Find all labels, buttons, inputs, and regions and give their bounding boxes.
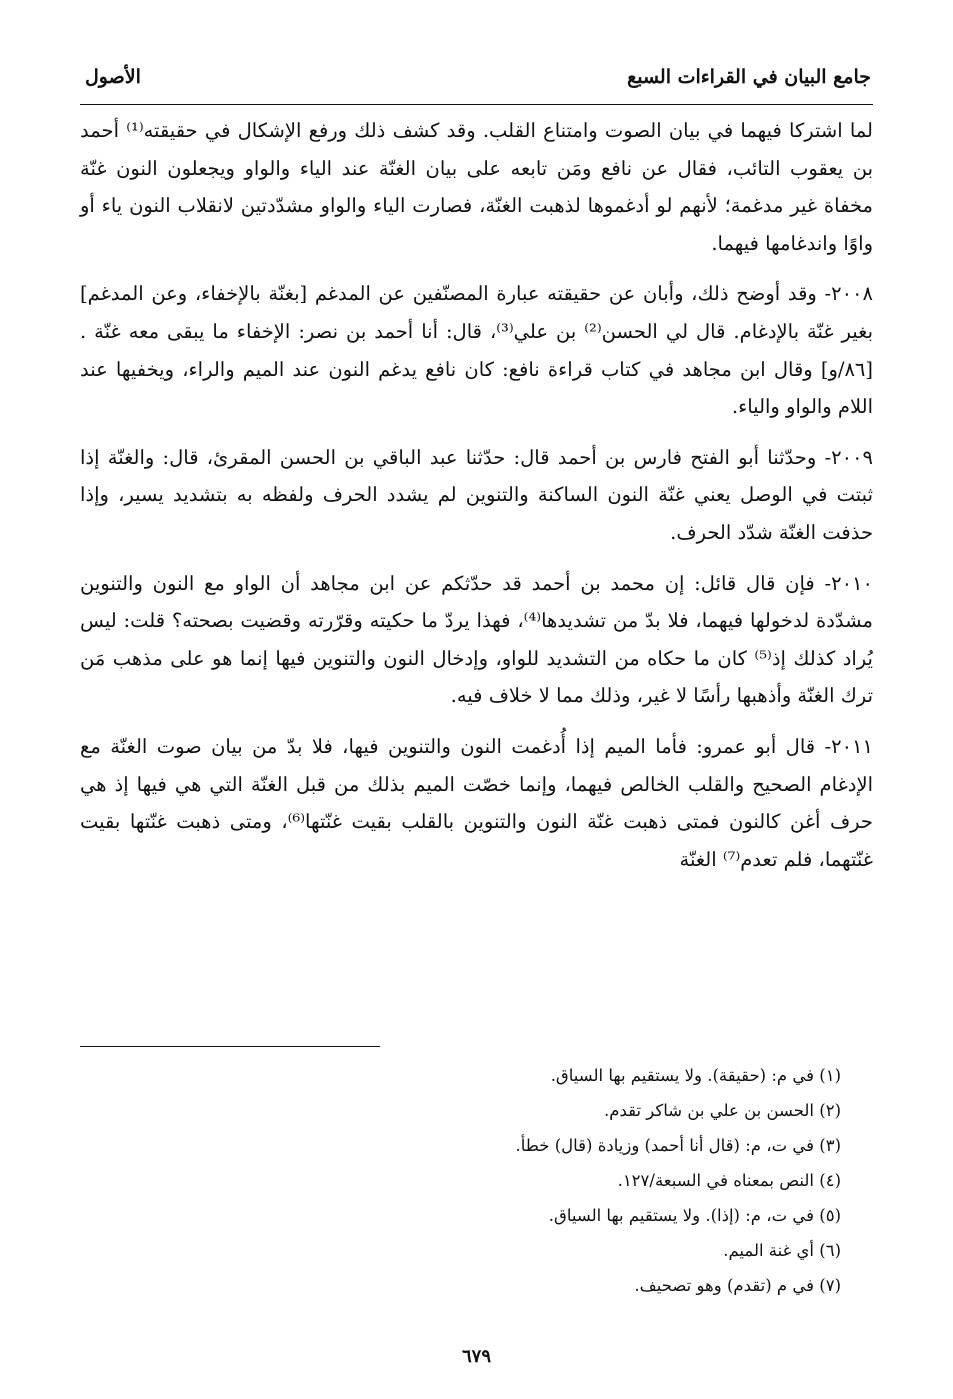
footnote: (٢) الحسن بن علي بن شاكر تقدم. bbox=[604, 1101, 841, 1120]
footnote: (٣) في ت، م: (قال أنا أحمد) وزيادة (قال) خطأ. bbox=[515, 1136, 841, 1155]
footnote-rule bbox=[80, 1046, 380, 1047]
footnote: (٥) في ت، م: (إذا). ولا يستقيم بها السياق. bbox=[548, 1206, 841, 1225]
page-number: ٦٧٩ bbox=[461, 1346, 491, 1367]
paragraph: لما اشتركا فيهما في بيان الصوت وامتناع القلب. وقد كشف ذلك ورفع الإشكال في حقيقته⁽¹⁾ أحمد بن يعقوب التائب، فقال عن نافع ومَن تابعه على بيان الغنّة عند الياء والواو ويجعلون النون غنّة مخفاة غير مدغمة؛ لأنهم لو أدغموها لذهبت الغنّة، فصارت الياء والواو مشدّدتين لانقلاب النون ياء أو واوًا واندغامها فيهما. bbox=[80, 119, 873, 255]
footnotes bbox=[515, 1058, 841, 1303]
running-title: جامع البيان في القراءات السبع bbox=[627, 66, 871, 88]
footnote: (٦) أي غنة الميم. bbox=[723, 1241, 841, 1260]
footnote: (١) في م: (حقيقة). ولا يستقيم بها السياق. bbox=[550, 1066, 841, 1085]
footnote: (٤) النص بمعناه في السبعة/١٢٧. bbox=[617, 1171, 841, 1190]
header-rule bbox=[80, 104, 873, 105]
paragraph: ٢٠١١- قال أبو عمرو: فأما الميم إذا أُدغمت النون والتنوين فيها، فلا بدّ من بيان صوت الغنّة مع الإدغام الصحيح والقلب الخالص فيهما، وإنما خصّت الميم بذلك من قبل الغنّة التي هي فيها إذ هي حرف أغن كالنون فمتى ذهبت غنّة النون والتنوين بالقلب بقيت غنّتها⁽⁶⁾، ومتى ذهبت غنّتها بقيت غنّتهما، فلم تعدم⁽⁷⁾ الغنّة bbox=[80, 734, 873, 871]
paragraph: ٢٠٠٨- وقد أوضح ذلك، وأبان عن حقيقته عبارة المصنّفين عن المدغم [بغنّة بالإخفاء، وعن المدغم] بغير غنّة بالإدغام. قال لي الحسن⁽²⁾ بن علي⁽³⁾، قال: أنا أحمد بن نصر: الإخفاء ما يبقى معه غنّة .[٨٦/و] وقال ابن مجاهد في كتاب قراءة نافع: كان نافع يدغم النون عند الميم والراء، ويخفيها عند اللام والواو والياء. bbox=[80, 282, 873, 419]
main-text bbox=[80, 112, 873, 891]
section-title: الأصول bbox=[85, 66, 141, 88]
footnote: (٧) في م (تقدم) وهو تصحيف. bbox=[634, 1276, 841, 1295]
paragraph: ٢٠١٠- فإن قال قائل: إن محمد بن أحمد قد حدّثكم عن ابن مجاهد أن الواو مع النون والتنوين مشدّدة لدخولها فيهما، فلا بدّ من تشديدها⁽⁴⁾، فهذا يردّ ما حكيته وقرّرته وقضيت بصحته؟ قلت: ليس يُراد كذلك إذ⁽⁵⁾ كان ما حكاه من التشديد للواو، وإدخال النون والتنوين فيها إنما هو على مذهب مَن ترك الغنّة وأذهبها رأسًا لا غير، وذلك مما لا خلاف فيه. bbox=[80, 571, 873, 708]
paragraph: ٢٠٠٩- وحدّثنا أبو الفتح فارس بن أحمد قال: حدّثنا عبد الباقي بن الحسن المقرئ، قال: والغنّة إذا ثبتت في الوصل يعني غنّة النون الساكنة والتنوين لم يشدد الحرف ولفظه به بتشديد يسير، وإذا حذفت الغنّة شدّد الحرف. bbox=[80, 445, 873, 544]
